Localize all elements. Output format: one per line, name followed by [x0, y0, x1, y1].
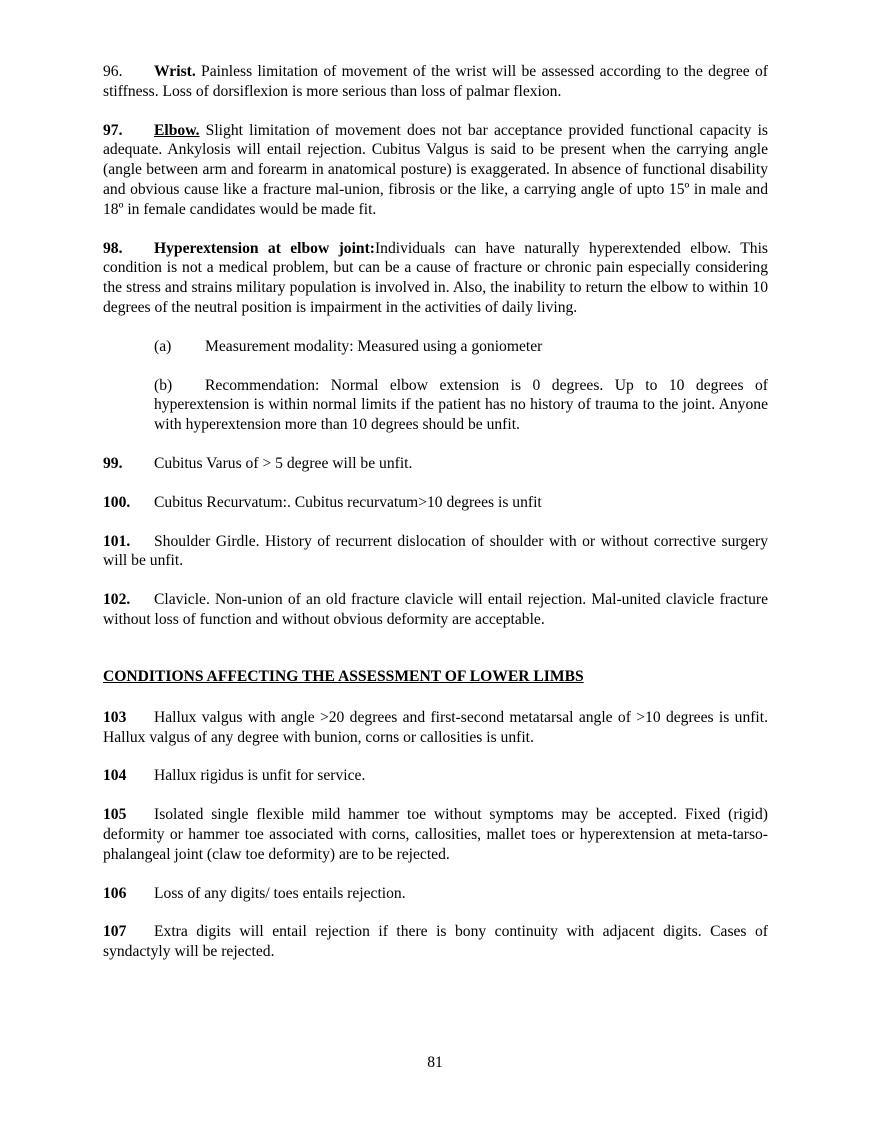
paragraph-text: Extra digits will entail rejection if there is bony continuity with adjacent digits. Cases of syndactyly will be rejected.: [103, 923, 768, 961]
paragraph-97: [103, 121, 768, 220]
section-heading: CONDITIONS AFFECTING THE ASSESSMENT OF LOWER LIMBS: [103, 667, 584, 685]
paragraph-105: [103, 805, 768, 864]
paragraph-number: 103: [103, 708, 127, 726]
paragraph-number: 107: [103, 923, 127, 941]
paragraph-98: [103, 239, 768, 318]
paragraph-text: Cubitus Recurvatum:. Cubitus recurvatum>10 degrees is unfit: [154, 493, 542, 511]
sub-item-label: (a): [154, 337, 172, 355]
paragraph-number: 102.: [103, 591, 131, 609]
paragraph-number: 101.: [103, 532, 131, 550]
paragraph-text: Loss of any digits/ toes entails rejection.: [154, 884, 406, 902]
paragraph-number: 106: [103, 884, 127, 902]
paragraph-number: 100.: [103, 493, 131, 511]
paragraph-number: 98.: [103, 239, 123, 257]
sub-item-b: [154, 376, 768, 435]
paragraph-106: [103, 884, 768, 904]
sub-item-text: Measurement modality: Measured using a goniometer: [205, 337, 543, 355]
paragraph-text: Clavicle. Non-union of an old fracture clavicle will entail rejection. Mal-united clavicle fracture without loss of function and without obvious deformity are acceptable.: [103, 591, 768, 628]
paragraph-101: [103, 532, 768, 572]
paragraph-text: Hallux rigidus is unfit for service.: [154, 767, 366, 785]
paragraph-text: Shoulder Girdle. History of recurrent dislocation of shoulder with or without corrective surgery will be unfit.: [103, 532, 768, 570]
paragraph-107: [103, 922, 768, 962]
paragraph-number: 97.: [103, 121, 123, 139]
paragraph-102: [103, 590, 768, 630]
page-number: 81: [427, 1054, 443, 1071]
sub-item-label: (b): [154, 376, 173, 394]
paragraph-text: Isolated single flexible mild hammer toe without symptoms may be accepted. Fixed (rigid) deformity or hammer toe associated with corns, callosities, mallet toes or hyperextension at meta-tarso-phalangeal joint (claw toe deformity) are to be rejected.: [103, 806, 768, 863]
paragraph-96: [103, 62, 768, 102]
paragraph-number: 104: [103, 767, 127, 785]
paragraph-text: Slight limitation of movement does not bar acceptance provided functional capacity is adequate. Ankylosis will entail rejection. Cubitus Valgus is said to be present when the carrying angle (angle between arm and forearm in anatomical posture) is exaggerated. In absence of functional disability and obvious cause like a fracture mal-union, fibrosis or the like, a carrying angle of upto 15º in male and 18º in female candidates would be made fit.: [103, 121, 768, 218]
paragraph-text: Cubitus Varus of > 5 degree will be unfit.: [154, 454, 413, 472]
sub-item-text: Recommendation: Normal elbow extension is 0 degrees. Up to 10 degrees of hyperextension is within normal limits if the patient has no history of trauma to the joint. Anyone with hyperextension more than 10 degrees should be unfit.: [154, 376, 768, 434]
paragraph-text: Hallux valgus with angle >20 degrees and first-second metatarsal angle of >10 degrees is unfit. Hallux valgus of any degree with bunion, corns or callosities is unfit.: [103, 708, 768, 746]
paragraph-heading: Wrist.: [154, 63, 196, 80]
sub-item-a: [154, 337, 768, 357]
paragraph-heading: Elbow.: [154, 121, 200, 139]
paragraph-100: [103, 493, 768, 513]
paragraph-number: 105: [103, 806, 127, 824]
paragraph-99: [103, 454, 768, 474]
paragraph-104: [103, 766, 768, 786]
paragraph-number: 99.: [103, 454, 123, 472]
paragraph-heading: Hyperextension at elbow joint:: [154, 239, 375, 257]
paragraph-text: Painless limitation of movement of the wrist will be assessed according to the degree of stiffness. Loss of dorsiflexion is more serious than loss of palmar flexion.: [103, 63, 768, 100]
paragraph-103: [103, 708, 768, 748]
paragraph-number: 96.: [103, 63, 123, 80]
paragraph-text: Individuals can have naturally hyperextended elbow. This condition is not a medical problem, but can be a cause of fracture or chronic pain especially considering the stress and strains military population is involved in. Also, the inability to return the elbow to within 10 degrees of the neutral position is impairment in the activities of daily living.: [103, 239, 768, 316]
